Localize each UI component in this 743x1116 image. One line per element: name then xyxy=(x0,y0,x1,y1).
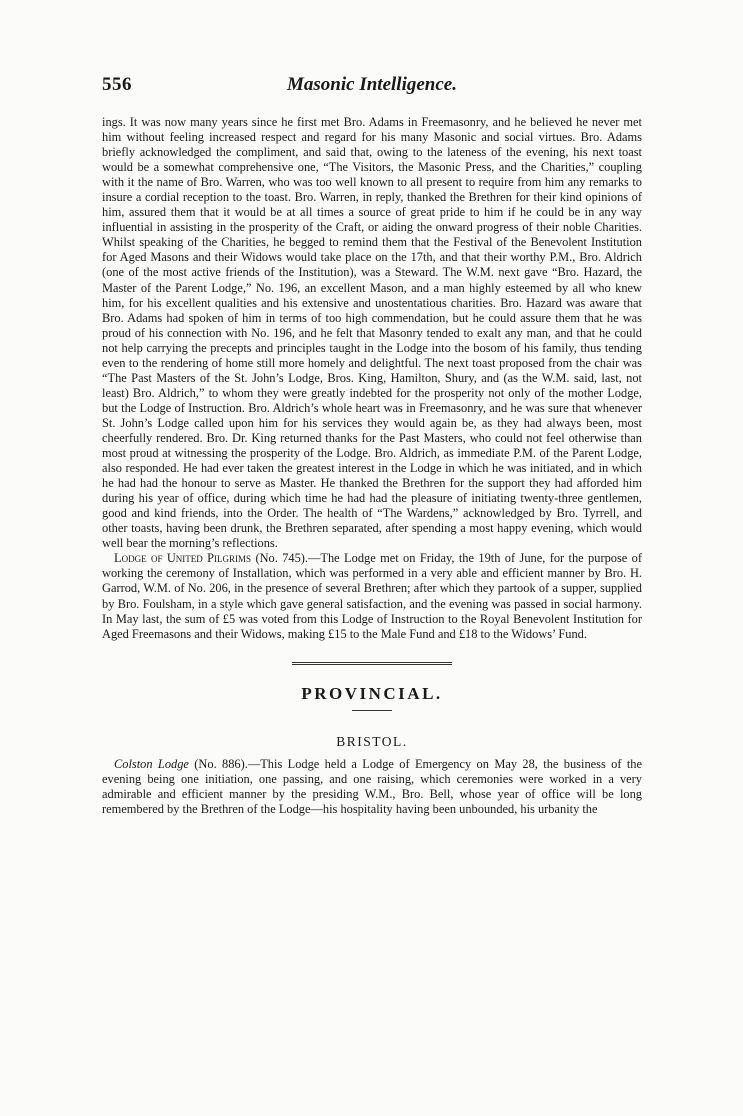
united-pilgrims-heading: Lodge of United Pilgrims xyxy=(114,551,252,566)
running-title: Masonic Intelligence. xyxy=(287,74,457,95)
page-number: 556 xyxy=(102,74,132,95)
short-rule xyxy=(352,710,392,711)
section-title: PROVINCIAL. xyxy=(301,683,443,703)
colston-lodge-body: (No. 886).—This Lodge held a Lodge of Emergency on May 28, the business of the evening being one initiation, one passing, and one raising, which ceremonies were worked in a very admirable and efficient manner by the presiding W.M., Bro. Bell, whose year of office will be long remembered by the Brethren of the Lodge—his hospitality having been unbounded, his urbanity the xyxy=(102,756,642,816)
colston-lodge-paragraph xyxy=(102,757,642,817)
text-column xyxy=(102,115,642,817)
united-pilgrims-paragraph xyxy=(102,551,642,641)
page-header xyxy=(102,74,642,100)
section-subtitle: BRISTOL. xyxy=(336,733,408,749)
colston-lodge-name: Colston Lodge xyxy=(114,756,189,771)
double-rule xyxy=(292,662,452,665)
section-separator xyxy=(102,662,642,667)
united-pilgrims-body: (No. 745).—The Lodge met on Friday, the 19th of June, for the purpose of working the ceremony of Installation, which was performed in a very able and efficient manner by Bro. H. Garrod, W.M. of No. 206, in the presence of several Brethren; after which they partook of a supper, supplied by Bro. Foulsham, in a style which gave general satisfaction, and the evening was passed in social harmony. In May last, the sum of £5 was voted from this Lodge of Instruction to the Royal Benevolent Institution for Aged Freemasons and their Widows, making £15 to the Male Fund and £18 to the Widows’ Fund. xyxy=(102,551,642,641)
toasts-paragraph: ings. It was now many years since he first met Bro. Adams in Freemasonry, and he believed he never met him without feeling increased respect and regard for his many Masonic and social virtues. Bro. Adams briefly acknowledged the compliment, and said that, owing to the lateness of the evening, his next toast would be a somewhat comprehensive one, “The Visitors, the Masonic Press, and the Charities,” coupling with it the name of Bro. Warren, who was too well known to all present to require from him any remarks to insure a cordial reception to the toast. Bro. Warren, in reply, thanked the Brethren for their kind opinions of him, assured them that it would be at all times a source of great pride to him if he could be in any way influential in assisting in the prosperity of the Craft, or aiding the onward progress of their noble Charities. Whilst speaking of the Charities, he begged to remind them that the Festival of the Benevolent Institution for Aged Masons and their Widows would take place on the 17th, and that their worthy P.M., Bro. Aldrich (one of the most active friends of the Institution), was a Steward. The W.M. next gave “Bro. Hazard, the Master of the Parent Lodge,” No. 196, an excellent Mason, and a man highly esteemed by all who knew him, for his excellent qualities and his extensive and unostentatious charities. Bro. Hazard was aware that Bro. Adams had spoken of him in terms of too high commendation, but he could assure them that he was proud of his connection with No. 196, and he felt that Masonry tended to exalt any man, and that he could not help carrying the precepts and principles taught in the Lodge into the bosom of his family, thus tending even to the rendering of home still more homely and delightful. The next toast proposed from the chair was “The Past Masters of the St. John’s Lodge, Bros. King, Hamilton, Shury, and (as the W.M. said, last, not least) Bro. Aldrich,” to whom they were greatly indebted for the prosperity not only of the mother Lodge, but the Lodge of Instruction. Bro. Aldrich’s whole heart was in Freemasonry, and he was sure that whenever St. John’s Lodge called upon him for his services they would again be, as they had always been, most cheerfully rendered. Bro. Dr. King returned thanks for the Past Masters, who could not feel otherwise than most proud at witnessing the prosperity of the Lodge. Bro. Aldrich, as immediate P.M. of the Parent Lodge, also responded. He had ever taken the greatest interest in the Lodge in which he was initiated, and in which he had had the honour to serve as Master. He thanked the Brethren for the support they had afforded him during his year of office, during which time he had had the pleasure of initiating twenty-three gentlemen, good and kind friends, into the Order. The health of “The Wardens,” acknowledged by Bro. Tyrrell, and other toasts, having been drunk, the Brethren separated, after spending a most happy evening, which would well bear the morning’s reflections. xyxy=(102,115,642,551)
